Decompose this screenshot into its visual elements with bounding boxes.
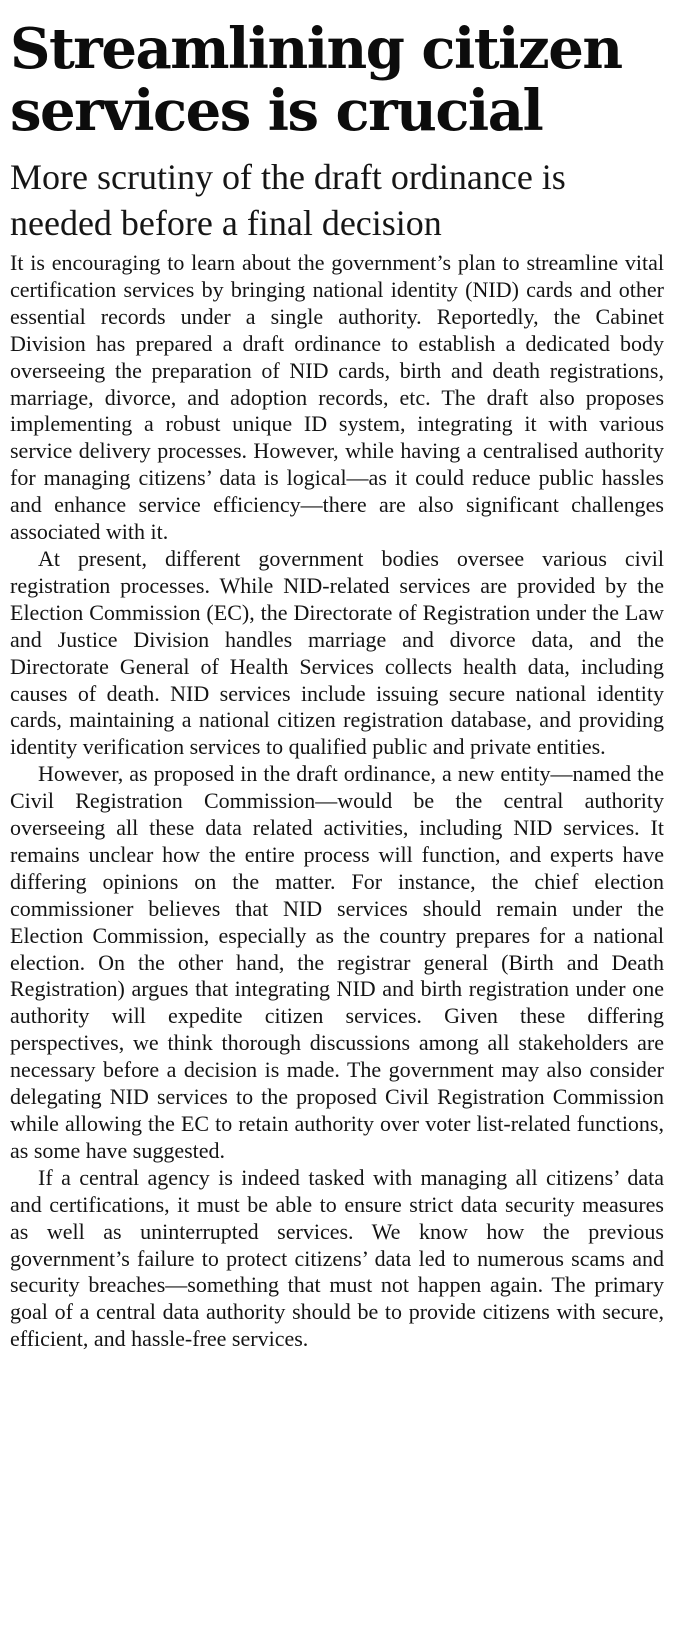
headline: Streamlining citizen services is crucial [10, 16, 622, 144]
paragraph-4: If a central agency is indeed tasked with managing all citizens’ data and certifications, it must be able to ensure strict data security measures as well as uninterrupted services. We know how the previous government’s failure to protect citizens’ data led to numerous scams and security breaches—something that must not happen again. The primary goal of a central data authority should be to provide citizens with secure, efficient, and hassle-free services. [10, 1164, 664, 1352]
paragraph-3: However, as proposed in the draft ordinance, a new entity—named the Civil Registration Commission—would be the central authority overseeing all these data related activities, including NID services. It remains unclear how the entire process will function, and experts have differing opinions on the matter. For instance, the chief election commissioner believes that NID services should remain under the Election Commission, especially as the country prepares for a national election. On the other hand, the registrar general (Birth and Death Registration) argues that integrating NID and birth registration under one authority will expedite citizen services. Given these differing perspectives, we think thorough discussions among all stakeholders are necessary before a decision is made. The government may also consider delegating NID services to the proposed Civil Registration Commission while allowing the EC to retain authority over voter list-related functions, as some have suggested. [10, 761, 664, 1163]
paragraph-2: At present, different government bodies oversee various civil registration processes. While NID-related services are provided by the Election Commission (EC), the Directorate of Registration under the Law and Justice Division handles marriage and divorce data, and the Directorate General of Health Services collects health data, including causes of death. NID services include issuing secure national identity cards, maintaining a national citizen registration database, and providing identity verification services to qualified public and private entities. [10, 545, 664, 760]
article-body [10, 250, 664, 1353]
paragraph-1: It is encouraging to learn about the government’s plan to streamline vital certification services by bringing national identity (NID) cards and other essential records under a single authority. Reportedly, the Cabinet Division has prepared a draft ordinance to establish a dedicated body overseeing the preparation of NID cards, birth and death registrations, marriage, divorce, and adoption records, etc. The draft also proposes implementing a robust unique ID system, integrating it with various service delivery processes. However, while having a centralised authority for managing citizens’ data is logical—as it could reduce public hassles and enhance service efficiency—there are also significant challenges associated with it. [10, 250, 664, 545]
subheadline: More scrutiny of the draft ordinance is needed before a final decision [10, 157, 566, 243]
